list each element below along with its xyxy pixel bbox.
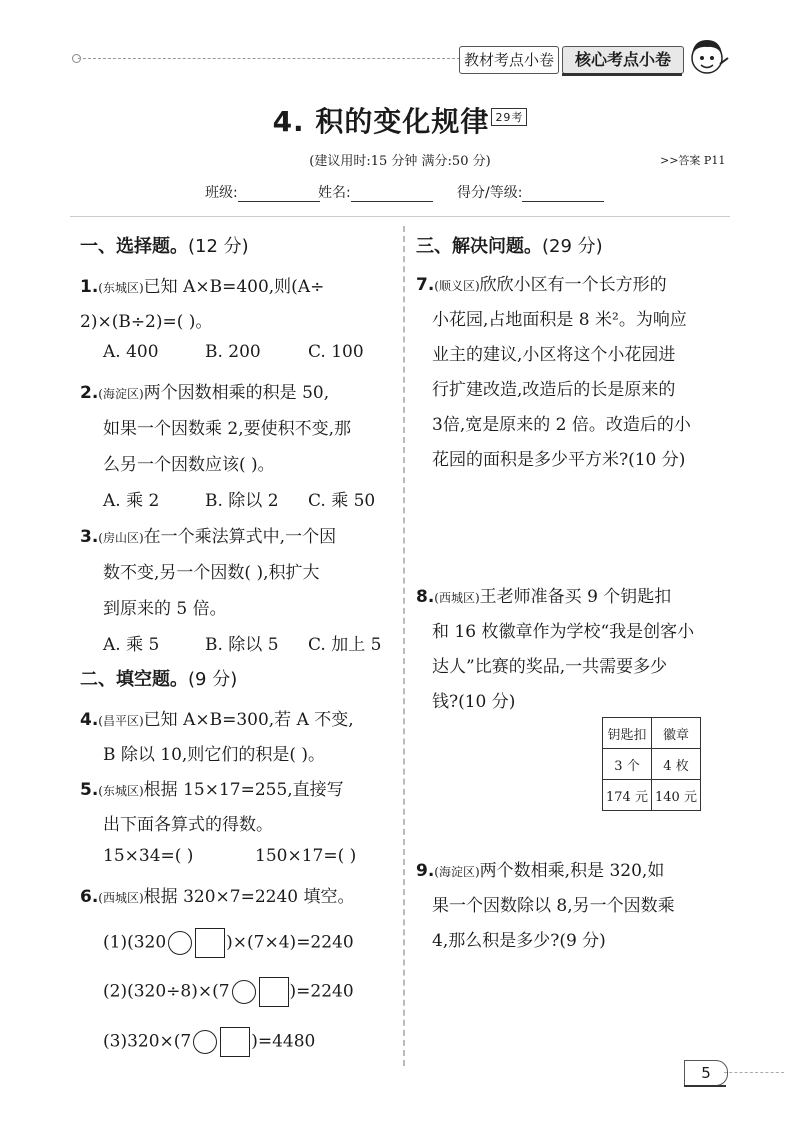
q9-line1: 9.(海淀区)两个数相乘,积是 320,如 [416, 861, 665, 881]
q6-sub2-number-box[interactable] [259, 977, 289, 1007]
q6-sub2-operator-circle[interactable] [232, 980, 256, 1004]
page-number-underline [684, 1085, 726, 1087]
q1-line1: 1.(东城区)已知 A×B=400,则(A÷ [80, 277, 325, 297]
q6-sub3: (3)320×(7 )=4480 [103, 1027, 315, 1057]
header-left-tab: 教材考点小卷 [459, 46, 559, 74]
q8-line4: 钱?(10 分) [432, 692, 516, 712]
q3-option-c[interactable]: C. 加上 5 [308, 635, 382, 655]
q2-line1: 2.(海淀区)两个因数相乘的积是 50, [80, 383, 330, 403]
q4-line2: B 除以 10,则它们的积是( )。 [103, 745, 326, 765]
column-separator [403, 226, 405, 1066]
top-divider [70, 216, 730, 217]
exam-count-badge: 29考 [491, 108, 527, 126]
table-badge-qty: 4 枚 [652, 749, 701, 780]
q8-line3: 达人”比赛的奖品,一共需要多少 [432, 657, 668, 677]
table-header-badge: 徽章 [652, 718, 701, 749]
q2-option-b[interactable]: B. 除以 2 [205, 491, 279, 511]
price-table [602, 717, 701, 811]
section-fill-title: 二、填空题。(9 分) [80, 669, 238, 690]
page-number: 5 [684, 1060, 728, 1086]
q7-line2: 小花园,占地面积是 8 米²。为响应 [432, 310, 687, 330]
section-problem-title: 三、解决问题。(29 分) [416, 236, 603, 257]
q2-option-a[interactable]: A. 乘 2 [103, 491, 160, 511]
q7-line4: 行扩建改造,改造后的长是原来的 [432, 380, 676, 400]
q1-option-b[interactable]: B. 200 [205, 342, 261, 362]
q6-sub1-operator-circle[interactable] [168, 931, 192, 955]
q7-line1: 7.(顺义区)欣欣小区有一个长方形的 [416, 275, 667, 295]
section-choice-title: 一、选择题。(12 分) [80, 236, 249, 257]
q6-sub3-operator-circle[interactable] [193, 1030, 217, 1054]
answer-reference: >>答案 P11 [660, 154, 726, 167]
q4-line1: 4.(昌平区)已知 A×B=300,若 A 不变, [80, 710, 354, 730]
q6-line1: 6.(西城区)根据 320×7=2240 填空。 [80, 887, 355, 907]
q6-sub3-number-box[interactable] [220, 1027, 250, 1057]
table-badge-price: 140 元 [652, 780, 701, 811]
q1-option-c[interactable]: C. 100 [308, 342, 364, 362]
time-score-info: (建议用时:15 分钟 满分:50 分) [309, 154, 491, 169]
q9-line2: 果一个因数除以 8,另一个因数乘 [432, 896, 675, 916]
q3-option-a[interactable]: A. 乘 5 [103, 635, 160, 655]
q9-line3: 4,那么积是多少?(9 分) [432, 931, 606, 951]
q3-line2: 数不变,另一个因数( ),积扩大 [103, 563, 320, 583]
page-title: 4. 积的变化规律 29考 [0, 100, 800, 140]
q7-line5: 3倍,宽是原来的 2 倍。改造后的小 [432, 415, 691, 435]
table-keychain-price: 174 元 [603, 780, 652, 811]
q6-sub2: (2)(320÷8)×(7 )=2240 [103, 977, 354, 1007]
table-header-keychain: 钥匙扣 [603, 718, 652, 749]
q2-line3: 么另一个因数应该( )。 [103, 455, 275, 475]
score-field[interactable]: 得分/等级: [457, 182, 604, 202]
header-underline [562, 73, 682, 76]
q3-line1: 3.(房山区)在一个乘法算式中,一个因 [80, 527, 337, 547]
class-field[interactable]: 班级: [205, 182, 320, 202]
page-number-dash-line [724, 1072, 784, 1073]
name-field[interactable]: 姓名: [318, 182, 433, 202]
q6-sub1: (1)(320 )×(7×4)=2240 [103, 928, 354, 958]
q5-line1: 5.(东城区)根据 15×17=255,直接写 [80, 780, 344, 800]
mascot-icon [684, 34, 730, 80]
q8-line1: 8.(西城区)王老师准备买 9 个钥匙扣 [416, 587, 672, 607]
q1-option-a[interactable]: A. 400 [103, 342, 159, 362]
q6-sub1-number-box[interactable] [195, 928, 225, 958]
header-dash-line [78, 58, 460, 59]
header-right-tab: 核心考点小卷 [562, 46, 684, 74]
q5-line2: 出下面各算式的得数。 [103, 815, 273, 835]
q2-option-c[interactable]: C. 乘 50 [308, 491, 376, 511]
q2-line2: 如果一个因数乘 2,要使积不变,那 [103, 419, 352, 439]
q5-blank-a[interactable]: 15×34=( ) [103, 846, 194, 866]
q5-blank-b[interactable]: 150×17=( ) [255, 846, 357, 866]
q7-line3: 业主的建议,小区将这个小花园进 [432, 345, 676, 365]
q7-line6: 花园的面积是多少平方米?(10 分) [432, 450, 686, 470]
q1-line2: 2)×(B÷2)=( )。 [80, 312, 213, 332]
table-keychain-qty: 3 个 [603, 749, 652, 780]
q8-line2: 和 16 枚徽章作为学校“我是创客小 [432, 622, 695, 642]
q3-line3: 到原来的 5 倍。 [103, 599, 227, 619]
q3-option-b[interactable]: B. 除以 5 [205, 635, 279, 655]
